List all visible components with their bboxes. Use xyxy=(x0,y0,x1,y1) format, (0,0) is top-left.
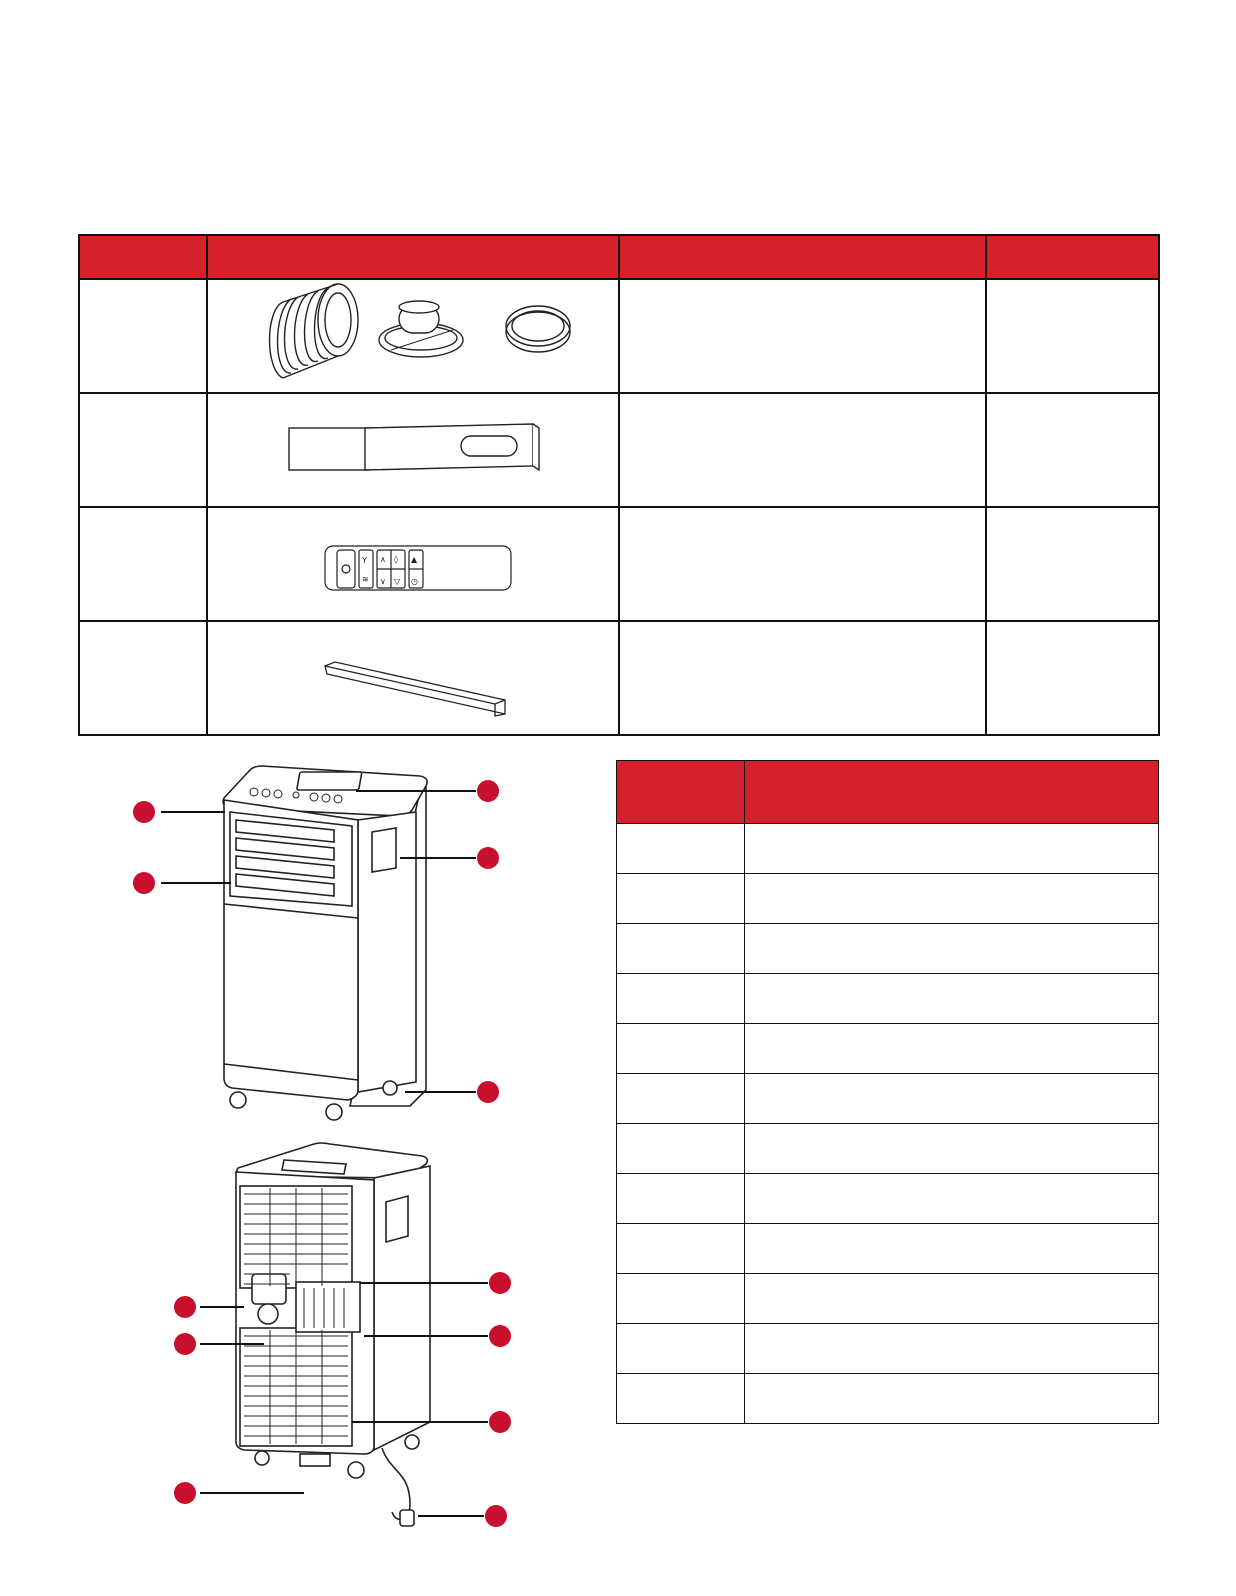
part-name-cell xyxy=(745,1024,1159,1074)
foam-strip-icon xyxy=(213,622,613,730)
part-no-cell xyxy=(617,1274,745,1324)
part-name-cell xyxy=(745,1274,1159,1324)
part-no-cell xyxy=(617,1024,745,1074)
callout-marker xyxy=(133,872,155,894)
accessory-qty-cell xyxy=(986,279,1159,393)
parts-header-name xyxy=(745,761,1159,824)
part-name-cell xyxy=(745,1324,1159,1374)
callout-marker xyxy=(174,1296,196,1318)
table-row xyxy=(79,621,1159,735)
callout-marker xyxy=(174,1333,196,1355)
exhaust-hose-and-adapters-icon xyxy=(213,280,613,388)
callout-marker xyxy=(489,1272,511,1294)
leader-line xyxy=(352,1421,488,1423)
part-no-cell xyxy=(617,1124,745,1174)
svg-text:▲: ▲ xyxy=(411,555,418,564)
accessory-name-cell xyxy=(619,279,986,393)
accessories-header-name xyxy=(619,235,986,279)
table-row xyxy=(617,1374,1159,1424)
leader-line xyxy=(405,1091,476,1093)
part-no-cell xyxy=(617,874,745,924)
part-name-cell xyxy=(745,1374,1159,1424)
callout-marker xyxy=(477,1081,499,1103)
callout-marker xyxy=(489,1411,511,1433)
table-row xyxy=(617,1324,1159,1374)
window-slider-kit-icon xyxy=(213,394,613,502)
parts-table xyxy=(616,760,1159,1424)
parts-header-no xyxy=(617,761,745,824)
table-row xyxy=(617,1124,1159,1174)
svg-text:≋: ≋ xyxy=(362,575,369,584)
leader-line xyxy=(364,1335,488,1337)
part-no-cell xyxy=(617,1324,745,1374)
accessories-header-no xyxy=(79,235,207,279)
leader-line xyxy=(200,1306,244,1308)
table-row xyxy=(79,393,1159,507)
accessories-header-row xyxy=(79,235,1159,279)
table-row xyxy=(617,1274,1159,1324)
accessory-no-cell xyxy=(79,279,207,393)
table-row xyxy=(617,1224,1159,1274)
part-name-cell xyxy=(745,1224,1159,1274)
part-no-cell xyxy=(617,974,745,1024)
part-name-cell xyxy=(745,974,1159,1024)
portable-ac-rear-view xyxy=(160,1132,500,1552)
part-no-cell xyxy=(617,1174,745,1224)
part-no-cell xyxy=(617,1374,745,1424)
svg-text:Y: Y xyxy=(362,556,368,565)
accessory-name-cell xyxy=(619,393,986,507)
accessories-header-qty xyxy=(986,235,1159,279)
table-row xyxy=(617,924,1159,974)
accessory-image-cell xyxy=(207,279,619,393)
accessory-name-cell xyxy=(619,507,986,621)
table-row xyxy=(79,279,1159,393)
leader-line xyxy=(418,1515,484,1517)
part-name-cell xyxy=(745,1124,1159,1174)
callout-marker xyxy=(133,801,155,823)
svg-text:◷: ◷ xyxy=(411,577,419,586)
callout-marker xyxy=(477,780,499,802)
table-row xyxy=(617,874,1159,924)
table-row xyxy=(617,824,1159,874)
remote-control-icon xyxy=(213,508,613,616)
leader-line xyxy=(360,1282,488,1284)
part-no-cell xyxy=(617,1224,745,1274)
table-row xyxy=(617,1174,1159,1224)
accessory-image-cell xyxy=(207,393,619,507)
callout-marker xyxy=(477,847,499,869)
part-name-cell xyxy=(745,824,1159,874)
table-row xyxy=(79,507,1159,621)
part-no-cell xyxy=(617,824,745,874)
part-no-cell xyxy=(617,1074,745,1124)
part-name-cell xyxy=(745,924,1159,974)
leader-line xyxy=(356,790,476,792)
accessory-qty-cell xyxy=(986,621,1159,735)
callout-marker xyxy=(174,1482,196,1504)
table-row xyxy=(617,1024,1159,1074)
accessory-qty-cell xyxy=(986,393,1159,507)
accessory-image-cell xyxy=(207,507,619,621)
svg-text:∧: ∧ xyxy=(380,555,387,564)
callout-marker xyxy=(489,1325,511,1347)
accessory-qty-cell xyxy=(986,507,1159,621)
table-row xyxy=(617,1074,1159,1124)
svg-text:▽: ▽ xyxy=(394,577,401,586)
accessory-no-cell xyxy=(79,621,207,735)
leader-line xyxy=(161,882,231,884)
accessory-name-cell xyxy=(619,621,986,735)
accessories-header-image xyxy=(207,235,619,279)
part-name-cell xyxy=(745,874,1159,924)
svg-text:◊: ◊ xyxy=(394,555,399,564)
leader-line xyxy=(200,1492,304,1494)
accessory-image-cell xyxy=(207,621,619,735)
callout-marker xyxy=(485,1505,507,1527)
svg-text:∨: ∨ xyxy=(380,577,387,586)
accessory-no-cell xyxy=(79,393,207,507)
part-no-cell xyxy=(617,924,745,974)
accessory-no-cell xyxy=(79,507,207,621)
accessories-table xyxy=(78,234,1160,736)
parts-header-row xyxy=(617,761,1159,824)
leader-line xyxy=(161,811,225,813)
part-name-cell xyxy=(745,1174,1159,1224)
part-name-cell xyxy=(745,1074,1159,1124)
table-row xyxy=(617,974,1159,1024)
portable-ac-front-view xyxy=(120,760,520,1130)
leader-line xyxy=(200,1343,264,1345)
leader-line xyxy=(400,857,476,859)
